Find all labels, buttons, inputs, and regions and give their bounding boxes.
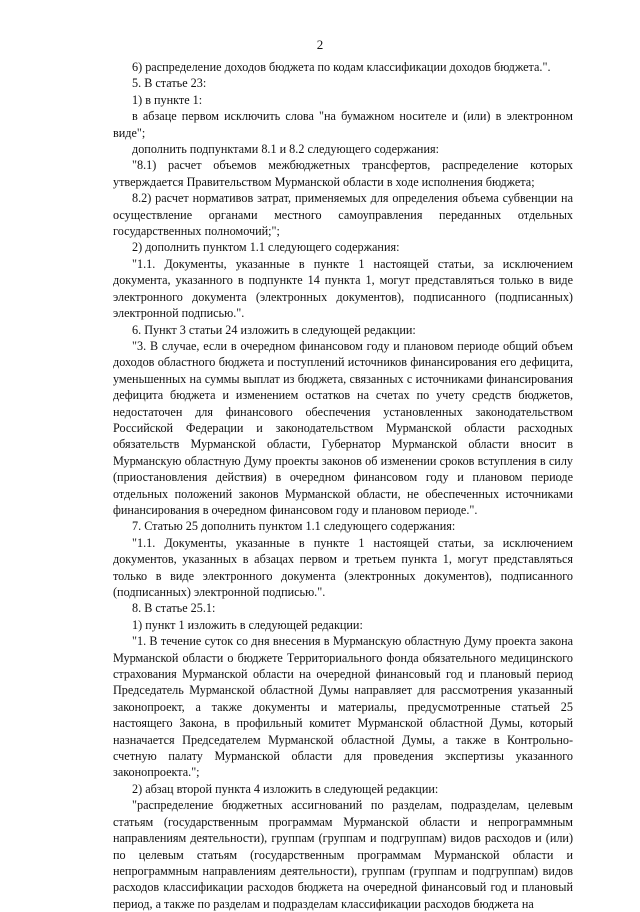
paragraph: 8. В статье 25.1: [132, 601, 216, 616]
paragraph: "1. В течение суток со дня внесения в Мурманскую областную Думу проекта закона Мурманской области о бюджете Территориального фонда обязательного медицинского страхования Мурманской области на очередной финансовый год и плановый период Председатель Мурманской областной Думы направляет для рассмотрения указанный законопроект, а также документы и материалы, предусмотренные статьей 25 настоящего Закона, в профильный комитет Мурманской областной Думы, который назначается Председателем Мурманской областной Думы, а также в Контрольно-счетную палату Мурманской области для проведения экспертизы указанного законопроекта."; [113, 634, 573, 780]
paragraph: 6. Пункт 3 статьи 24 изложить в следующей редакции: [132, 322, 416, 337]
paragraph: 1) пункт 1 изложить в следующей редакции: [132, 617, 363, 632]
paragraph: "1.1. Документы, указанные в пункте 1 настоящей статьи, за исключением документов, указанных в абзацах первом и третьем пункта 1, могут представляться только в виде электронного документа (электронных документов), подписанного (подписанных) электронной подписью.". [113, 535, 573, 599]
paragraph: 5. В статье 23: [132, 76, 207, 91]
paragraph: "1.1. Документы, указанные в пункте 1 настоящей статьи, за исключением документа, указанного в подпункте 14 пункта 1, могут представляться только в виде электронного документа (электронных документов), подписанного (подписанных) электронной подписью.". [113, 256, 573, 321]
paragraph: 1) в пункте 1: [132, 92, 203, 107]
paragraph: 2) дополнить пунктом 1.1 следующего содержания: [132, 240, 400, 255]
paragraph: "8.1) расчет объемов межбюджетных трансфертов, распределение которых утверждается Правительством Мурманской области в ходе исполнения бюджета; [113, 158, 573, 189]
paragraph: 8.2) расчет нормативов затрат, применяемых для определения объема субвенции на осуществление органами местного самоуправления переданных отдельных государственных полномочий;"; [113, 191, 573, 239]
paragraph: 7. Статью 25 дополнить пунктом 1.1 следующего содержания: [132, 519, 456, 534]
paragraph: дополнить подпунктами 8.1 и 8.2 следующего содержания: [132, 142, 439, 157]
paragraph: в абзаце первом исключить слова "на бумажном носителе и (или) в электронном виде"; [113, 109, 573, 140]
paragraph: 6) распределение доходов бюджета по кодам классификации доходов бюджета.". [132, 60, 551, 74]
document-body [113, 59, 573, 912]
paragraph: 2) абзац второй пункта 4 изложить в следующей редакции: [132, 781, 439, 796]
paragraph: "3. В случае, если в очередном финансовом году и плановом периоде общий объем доходов областного бюджета и поступлений источников финансирования его дефицита, уменьшенных на суммы выплат из бюджета, связанных с источниками финансирования дефицита бюджета и изменением остатков на счетах по учету средств бюджетов, недостаточен для финансового обеспечения установленных законодательством Российской Федерации и законодательством Мурманской области расходных обязательств Мурманской области, Губернатор Мурманской области вносит в Мурманскую областную Думу проекты законов об изменении сроков вступления в силу (приостановления действия) в очередном финансовом году и плановом периоде отдельных положений законов Мурманской области, не обеспеченных источниками финансирования в очередном финансовом году и плановом периоде.". [113, 338, 573, 517]
page-number: 2 [316, 37, 324, 52]
paragraph: "распределение бюджетных ассигнований по разделам, подразделам, целевым статьям (государственным программам Мурманской области и непрограммным направлениям деятельности), группам (группам и подгруппам) видов расходов и (или) по целевым статьям (государственным программам Мурманской области и непрограммным направлениям деятельности), группам (группам и подгруппам) видов расходов классификации расходов бюджета на очередной финансовый год и плановый период, а также по разделам и подразделам классификации расходов бюджета на [113, 798, 573, 911]
